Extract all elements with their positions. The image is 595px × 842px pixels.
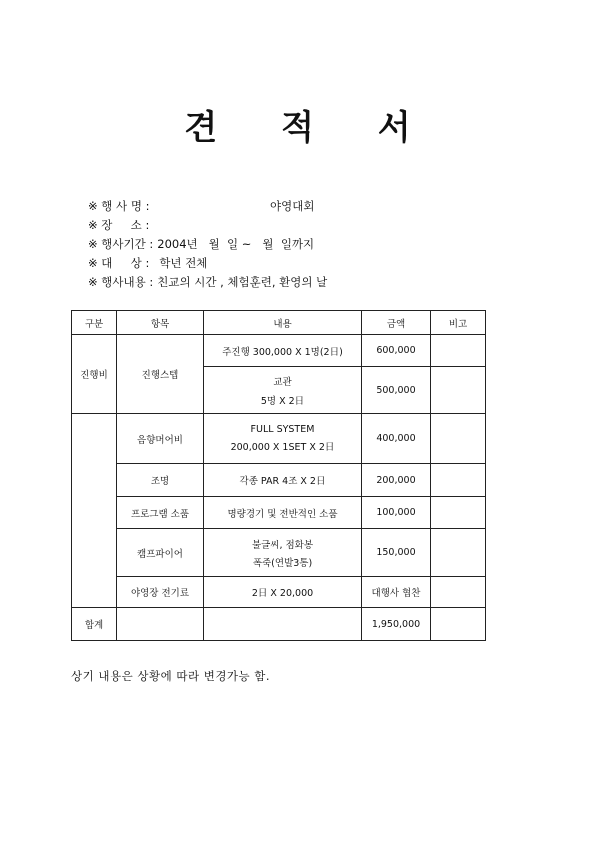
header-content: 내용 bbox=[204, 311, 362, 335]
amount-cell: 150,000 bbox=[362, 529, 431, 577]
table-row bbox=[72, 577, 486, 608]
content-cell bbox=[204, 335, 362, 367]
amount-cell: 대행사 협찬 bbox=[362, 577, 431, 608]
amount-cell: 200,000 bbox=[362, 464, 431, 497]
content-cell bbox=[204, 367, 362, 414]
info-content bbox=[88, 273, 327, 292]
total-item-cell bbox=[117, 608, 204, 641]
info-label: ※ 대 상 : bbox=[88, 256, 150, 270]
header-item: 항목 bbox=[117, 311, 204, 335]
content-text-2: 5명 X 2日 bbox=[260, 395, 305, 407]
item-cell: 조명 bbox=[117, 464, 204, 497]
item-cell: 캠프파이어 bbox=[117, 529, 204, 577]
info-value: 친교의 시간 , 체험훈련, 환영의 날 bbox=[157, 275, 328, 289]
note-cell bbox=[431, 529, 486, 577]
document-title: 견 적 서 bbox=[184, 108, 437, 148]
note-cell bbox=[431, 414, 486, 464]
content-cell: 각종 PAR 4조 X 2日 bbox=[204, 464, 362, 497]
info-label: ※ 장 소 : bbox=[88, 218, 150, 232]
table-row bbox=[72, 464, 486, 497]
content-cell: 명량경기 및 전반적인 소품 bbox=[204, 497, 362, 529]
item-cell: 음향머어비 bbox=[117, 414, 204, 464]
info-value: 2004년 월 일 ~ 월 일까지 bbox=[157, 237, 315, 251]
info-target bbox=[88, 254, 327, 273]
content-text: 주진행 300,000 X 1명(2日) bbox=[222, 346, 343, 358]
amount-cell: 600,000 bbox=[362, 335, 431, 367]
info-value: 학년 전체 bbox=[159, 256, 208, 270]
note-cell bbox=[431, 367, 486, 414]
footer-note: 상기 내용은 상황에 따라 변경가능 함. bbox=[71, 669, 271, 683]
content-cell bbox=[204, 414, 362, 464]
total-amount: 1,950,000 bbox=[362, 608, 431, 641]
item-cell: 프로그램 소품 bbox=[117, 497, 204, 529]
header-amount: 금액 bbox=[362, 311, 431, 335]
note-cell bbox=[431, 464, 486, 497]
content-text: 교관 bbox=[273, 376, 292, 388]
category-cell bbox=[72, 414, 117, 608]
note-cell bbox=[431, 577, 486, 608]
table-row bbox=[72, 414, 486, 464]
table-row bbox=[72, 497, 486, 529]
table-row bbox=[72, 529, 486, 577]
table-header-row bbox=[72, 311, 486, 335]
quote-table bbox=[71, 310, 486, 641]
info-label: ※ 행사기간 : bbox=[88, 237, 154, 251]
info-location bbox=[88, 216, 327, 235]
item-cell: 진행스텝 bbox=[117, 335, 204, 414]
content-text-2: 폭죽(연발3통) bbox=[252, 557, 313, 569]
table-total-row bbox=[72, 608, 486, 641]
info-label: ※ 행 사 명 : bbox=[88, 199, 150, 213]
content-text: FULL SYSTEM bbox=[250, 424, 315, 435]
total-content-cell bbox=[204, 608, 362, 641]
header-note: 비고 bbox=[431, 311, 486, 335]
info-label: ※ 행사내용 : bbox=[88, 275, 154, 289]
info-event-name bbox=[88, 197, 327, 216]
info-period bbox=[88, 235, 327, 254]
amount-cell: 100,000 bbox=[362, 497, 431, 529]
note-cell bbox=[431, 497, 486, 529]
table-row bbox=[72, 335, 486, 367]
total-note-cell bbox=[431, 608, 486, 641]
content-cell bbox=[204, 529, 362, 577]
content-text: 불글씨, 점화봉 bbox=[251, 539, 314, 551]
header-category: 구분 bbox=[72, 311, 117, 335]
amount-cell: 400,000 bbox=[362, 414, 431, 464]
amount-cell: 500,000 bbox=[362, 367, 431, 414]
content-text-2: 200,000 X 1SET X 2日 bbox=[230, 442, 335, 453]
content-cell: 2日 X 20,000 bbox=[204, 577, 362, 608]
info-value: 야영대회 bbox=[270, 199, 315, 213]
event-info bbox=[88, 197, 327, 292]
item-cell: 야영장 전기료 bbox=[117, 577, 204, 608]
note-cell bbox=[431, 335, 486, 367]
category-cell: 진행비 bbox=[72, 335, 117, 414]
total-label: 합계 bbox=[72, 608, 117, 641]
